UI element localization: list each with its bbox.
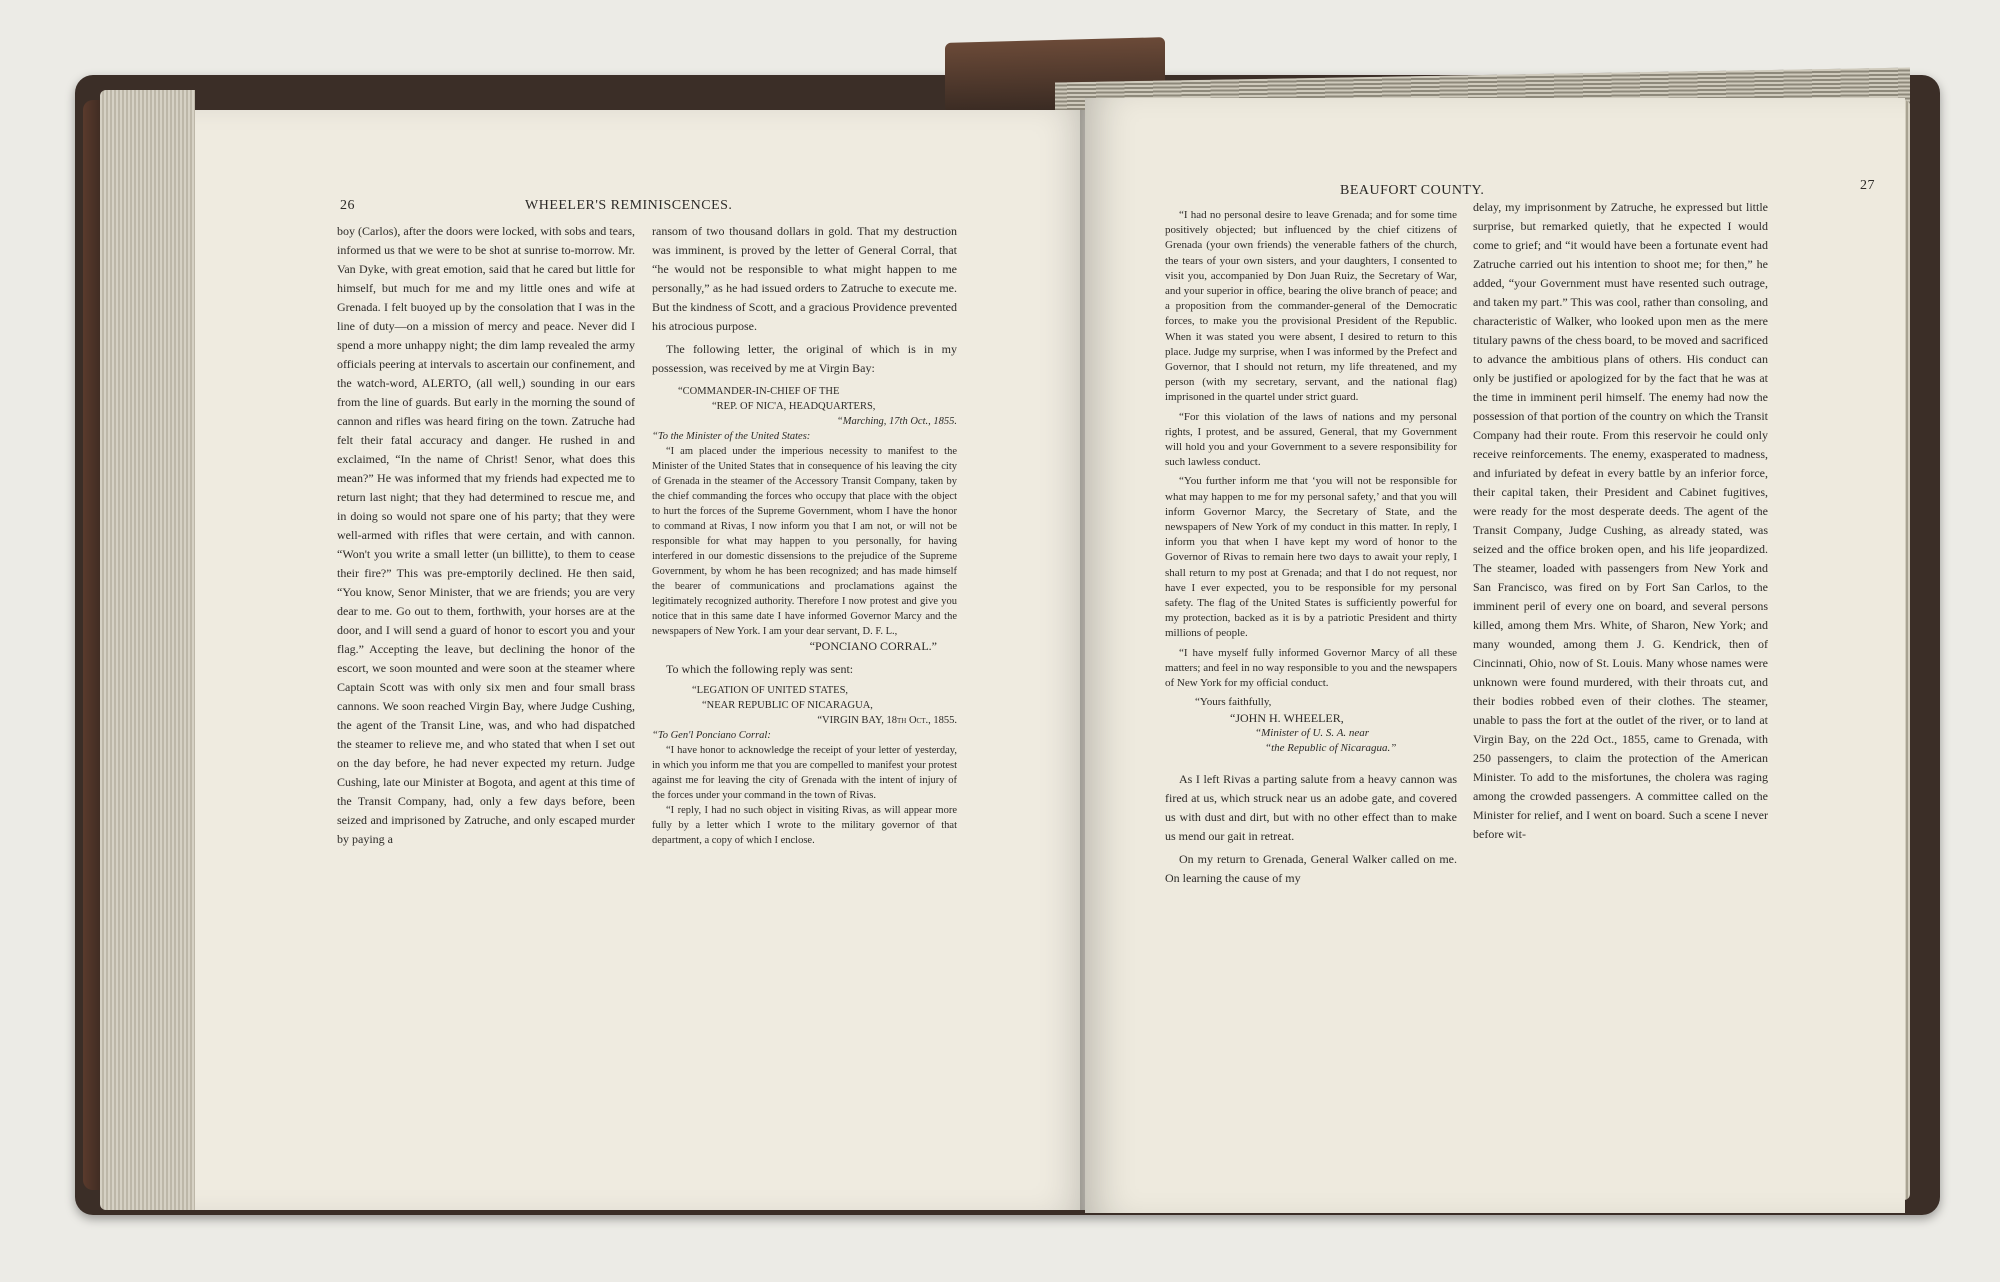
letter-body: “I had no personal desire to leave Grenada; and for some time positively objected; but influenced by the chief citizens of Grenada (your own friends) the venerable fathers of the church, the tears of your own sisters, and your daughters, I consented to visit you, accompanied by Don Juan Ruiz, the Secretary of War, and your superior in office, bearing the olive branch of peace; and a proposition from the commander-general of the Democratic forces, to make you the provisional President of the Republic. When it was stated you were absent, I desired to return to this place. Judge my surprise, when I was informed by the Prefect and Governor, that I should not return, my life threatened, and my person (with my secretary, servant, and the national flag) imprisoned in the quartel under strict guard. [1165, 209, 1457, 404]
left-column-1 [337, 222, 635, 853]
letter-from-corral [652, 384, 957, 654]
paragraph: ransom of two thousand dollars in gold. That my destruction was imminent, is proved by the letter of General Corral, that “he would not be responsible to what might happen to me personally,” as he had issued orders to Zatruche to execute me. But the kindness of Scott, and a gracious Providence prevented his atrocious purpose. [652, 224, 957, 333]
paragraph: To which the following reply was sent: [666, 662, 854, 676]
letter-salutation: “To the Minister of the United States: [652, 431, 811, 442]
letter-heading: “COMMANDER-IN-CHIEF OF THE [678, 386, 840, 397]
right-column-1 [1165, 208, 1457, 892]
paragraph: On my return to Grenada, General Walker called on me. On learning the cause of my [1165, 852, 1457, 886]
page-edges-left [100, 90, 195, 1210]
right-column-2 [1473, 198, 1768, 848]
letter-salutation: “To Gen'l Ponciano Corral: [652, 730, 771, 741]
letter-body: “I have honor to acknowledge the receipt of your letter of yesterday, in which you inform me that you are compelled to manifest your protest against me for leaving the city of Grenada with the intent of injury of the forces under your command in the town of Rivas. [652, 745, 957, 801]
letter-date: “VIRGIN BAY, 18th Oct., 1855. [817, 715, 957, 726]
paragraph: The following letter, the original of which is in my possession, was received by me at Virgin Bay: [652, 342, 957, 375]
left-page [195, 110, 1090, 1210]
letter-body: “I have myself fully informed Governor Marcy of all these matters; and feel in no way responsible to you and the newspapers of New York for my official conduct. [1165, 646, 1457, 690]
letter-heading: “LEGATION OF UNITED STATES, [692, 685, 849, 696]
letter-heading: “NEAR REPUBLIC OF NICARAGUA, [702, 700, 873, 711]
letter-body: “For this violation of the laws of nations and my personal rights, I protest, and be assured, General, that my Government will hold you and your Government to a severe responsibility for such lawless conduct. [1165, 410, 1457, 469]
letter-body: “I am placed under the imperious necessity to manifest to the Minister of the United States that in consequence of his leaving the city of Grenada in the steamer of the Accessory Transit Company, taken by the chief commanding the forces who occupy that place with the object to hurt the forces of the Supreme Government, whom I have the honor to command at Rivas, I now inform you that I am not, or will not be responsible for what may happen to you personally, for having interfered in our domestic dissensions to the prejudice of the Supreme Government, by whom he has been recognized; and has made himself the bearer of communications and proclamations against the legitimately recognized authority. Therefore I now protest and give you notice that in this same date I have informed Governor Marcy and the newspapers of New York. I am your dear servant, D. F. L., [652, 446, 957, 637]
paragraph: boy (Carlos), after the doors were locked, with sobs and tears, informed us that we were to be shot at sunrise to-morrow. Mr. Van Dyke, with great emotion, said that he cared but little for himself, but much for me and my little ones and wife at Grenada. I felt buoyed up by the consolation that I was in the line of duty—on a mission of mercy and peace. Never did I spend a more unhappy night; the dim lamp revealed the army officials peering at intervals to ascertain our confinement, and the watch-word, ALERTO, (all well,) sounding in our ears from the line of guards. But early in the morning the sound of cannon and rifles was heard firing on the town. Zatruche had felt their fatal accuracy and danger. He rushed in and exclaimed, “In the name of Christ! Senor, what does this mean?” He was informed that my friends had expected me to return last night; that they had determined to rescue me, and in doing so would not spare one of his party; that they were well-armed with rifles that were certain, and with cannon. “Won't you write a small letter (un billitte), to them to cease their fire?” This was pre-emptorily declined. He then said, “You know, Senor Minister, that we are friends; you are very dear to me. Go out to them, forthwith, your horses are at the door, and I will send a guard of honor to escort you and your flag.” Accepting the leave, but declining the honor of the escort, we soon mounted and were soon at the steamer where Captain Scott was with only six men and four small brass cannons. We soon reached Virgin Bay, where Judge Cushing, the agent of the Transit Line, was, and who had dispatched the steamer to relieve me, and who stated that when I set out on the day before, he had never expected my return. Judge Cushing, late our Minister at Bogota, and agent at this time of the Transit Company, had, only a few days before, been seized and imprisoned by Zatruche, and only escaped murder by paying a [337, 224, 635, 846]
letter-body: “I reply, I had no such object in visiting Rivas, as will appear more fully by a letter which I wrote to the military governor of that department, a copy of which I enclose. [652, 805, 957, 846]
paragraph: As I left Rivas a parting salute from a heavy cannon was fired at us, which struck near us an adobe gate, and covered us with dust and dirt, but with no other effect than to make us mend our gait in retreat. [1165, 772, 1457, 844]
open-book [75, 40, 1940, 1215]
letter-date: “Marching, 17th Oct., 1855. [836, 416, 957, 427]
letter-reply [652, 683, 957, 848]
page-number-right: 27 [1860, 178, 1875, 193]
letter-body: “You further inform me that ‘you will not be responsible for what may happen to me for my personal safety,’ and that you will inform Governor Marcy, the Secretary of State, and the newspapers of New York of my conduct in this matter. In reply, I inform you that when I have kept my word of honor to the Governor of Rivas to remain here two days to await your reply, I shall return to my post at Grenada; and that I do not request, nor have I ever expected, you to be responsible for my personal safety. The flag of the United States is sufficiently powerful for my protection, backed as it is by a patriotic President and thirty millions of people. [1165, 475, 1457, 640]
signature-title: “Minister of U. S. A. near [1255, 726, 1370, 739]
left-column-2 [652, 222, 957, 848]
letter-signature: “PONCIANO CORRAL.” [809, 639, 937, 653]
signature-title: “the Republic of Nicaragua.” [1265, 741, 1397, 754]
letter-heading: “REP. OF NIC'A, HEADQUARTERS, [712, 401, 876, 412]
page-number-left: 26 [340, 198, 355, 213]
running-head-right: BEAUFORT COUNTY. [1340, 183, 1485, 198]
running-head-left: WHEELER'S REMINISCENCES. [525, 198, 733, 213]
right-page [1085, 98, 1905, 1213]
paragraph: delay, my imprisonment by Zatruche, he expressed but little surprise, but remarked quietly, that he expected I would come to grief; and “it would have been a fortunate event had Zatruche carried out his intention to shoot me; for then,” he added, “your Government must have resented such outrage, and taken my part.” This was cool, rather than consoling, and characteristic of Walker, who looked upon men as the mere titulary pawns of the chess board, to be moved and sacrificed to advance the ambitious plans of others. His conduct can only be justified or apologized for by the fact that he was at the time in imminent peril himself. The enemy had now the possession of that portion of the country on which the Transit Company had their route. From this reservoir he could only receive reinforcements. The enemy, exasperated to madness, and infuriated by defeat in every battle by an inferior force, their capital taken, their President and Cabinet fugitives, were ready for the most desperate deeds. The agent of the Transit Company, Judge Cushing, as already stated, was seized and the office broken open, and his life jeopardized. The steamer, loaded with passengers from New York and San Francisco, was fired on by Fort San Carlos, to the imminent peril of every one on board, and several persons killed, among them Mrs. White, of Sharon, New York; and many wounded, among them J. G. Kendrick, then of Cincinnati, Ohio, now of St. Louis. Many whose names were unknown were found murdered, with their throats cut, and their bodies robbed even of their clothes. The steamer, unable to pass the fort at the outlet of the river, or to land at Virgin Bay, on the 22d Oct., 1855, came to Grenada, with 250 passengers, to claim the protection of the American Minister. To add to the misfortunes, the cholera was raging among the crowded passengers. A committee called on the Minister for relief, and I went on board. Such a scene I never before wit- [1473, 200, 1768, 841]
letter-closing: “Yours faithfully, [1195, 696, 1272, 709]
letter-signature: “JOHN H. WHEELER, [1230, 710, 1344, 725]
